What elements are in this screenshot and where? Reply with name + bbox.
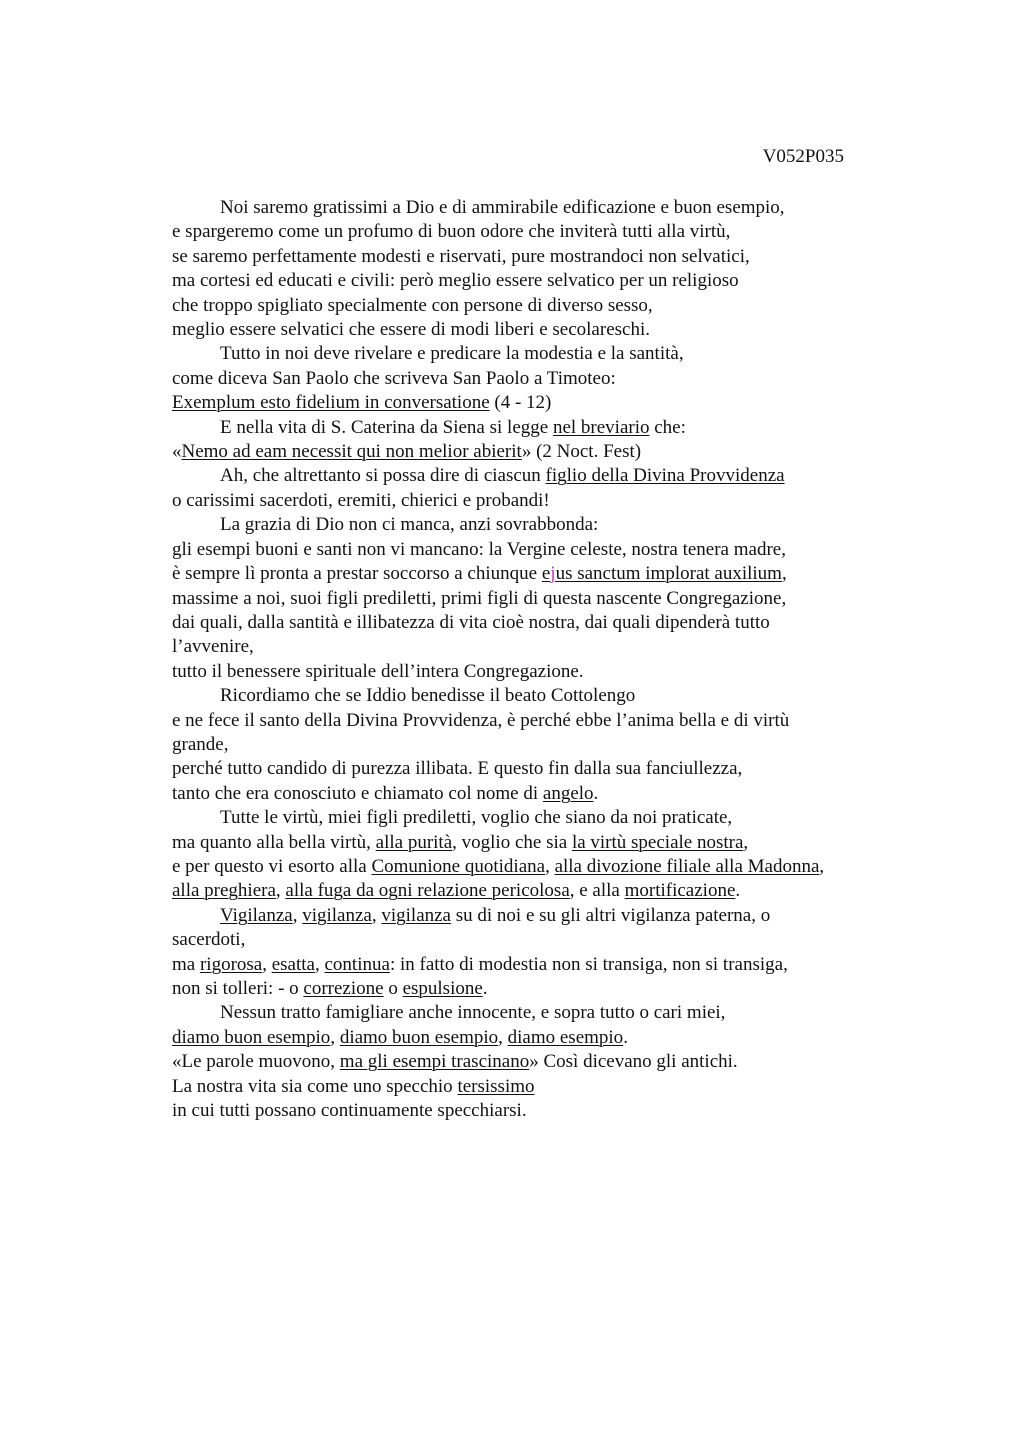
text-line — [172, 806, 892, 830]
text-segment: , — [819, 855, 825, 877]
text-segment: , — [330, 1026, 340, 1048]
underlined-text: angelo — [542, 782, 594, 804]
text-segment: » (2 Noct. Fest) — [521, 441, 642, 463]
underlined-text: j — [550, 563, 556, 585]
text-segment: , — [498, 1026, 508, 1048]
text-segment: non si tolleri: - o — [172, 978, 304, 999]
underlined-text: alla divozione filiale alla Madonna — [554, 855, 820, 877]
text-line — [172, 220, 892, 244]
text-segment: tutto il benessere spirituale dell’intera Congregazione. — [172, 660, 584, 682]
underlined-text: vigilanza — [381, 904, 451, 926]
text-segment: , voglio che sia — [452, 831, 572, 853]
text-segment: come diceva San Paolo che scriveva San Paolo a Timoteo: — [172, 367, 616, 389]
text-segment: « — [172, 441, 182, 463]
text-segment: è sempre lì pronta a prestar soccorso a chiunque — [172, 563, 542, 585]
text-segment: dai quali, dalla santità e illibatezza di vita cioè nostra, dai quali dipenderà tutto — [172, 611, 770, 633]
text-line — [172, 269, 892, 293]
underlined-text: alla fuga da ogni relazione pericolosa — [285, 880, 570, 902]
text-line — [172, 1075, 892, 1099]
text-line — [172, 611, 892, 635]
text-segment: che troppo spigliato specialmente con persone di diverso sesso, — [172, 294, 653, 316]
text-segment: , — [781, 563, 787, 585]
underlined-text: espulsione — [402, 978, 483, 999]
text-segment: E nella vita di S. Caterina da Siena si legge — [220, 416, 553, 438]
text-segment: Tutte le virtù, miei figli prediletti, voglio che siano da noi praticate, — [220, 807, 733, 829]
page-id: V052P035 — [762, 146, 844, 167]
text-segment: » Così dicevano gli antichi. — [529, 1051, 738, 1073]
underlined-text: nel breviario — [552, 416, 650, 438]
text-segment: Noi saremo gratissimi a Dio e di ammirabile edificazione e buon esempio, — [220, 197, 785, 218]
underlined-text: figlio della Divina Provvidenza — [545, 465, 785, 487]
text-segment: , — [371, 904, 382, 926]
underlined-text: vigilanza — [302, 904, 372, 926]
text-segment: che: — [649, 416, 686, 438]
text-line — [172, 562, 892, 586]
text-segment: . — [735, 880, 741, 902]
text-line — [172, 879, 892, 903]
text-line — [172, 855, 892, 879]
text-segment: . — [593, 782, 599, 804]
text-segment: , — [292, 904, 303, 926]
underlined-text: Nemo ad eam necessit qui non melior abierit — [181, 441, 522, 463]
text-segment: . — [623, 1026, 628, 1048]
text-line — [172, 1099, 892, 1123]
underlined-text: Comunione quotidiana — [371, 855, 546, 877]
underlined-text: correzione — [303, 978, 384, 999]
text-segment: : in fatto di modestia non si transiga, non si transiga, — [389, 953, 788, 975]
text-line — [172, 245, 892, 269]
text-segment: gli esempi buoni e santi non vi mancano: la Vergine celeste, nostra tenera madre, — [172, 538, 786, 560]
text-segment: meglio essere selvatici che essere di modi liberi e secolareschi. — [172, 319, 650, 341]
text-line — [172, 391, 892, 415]
text-segment: ma — [172, 953, 200, 975]
text-line — [172, 440, 892, 464]
underlined-text: diamo buon esempio — [172, 1026, 331, 1048]
text-line — [172, 464, 892, 488]
text-segment: , — [275, 880, 286, 902]
text-line — [172, 1026, 892, 1050]
underlined-text: esatta — [271, 953, 315, 975]
text-line — [172, 709, 892, 733]
text-segment: La nostra vita sia come uno specchio — [172, 1075, 458, 1097]
text-line — [172, 635, 892, 659]
text-line — [172, 1001, 892, 1025]
underlined-text: mortificazione — [624, 880, 736, 902]
text-line — [172, 587, 892, 611]
text-line — [172, 294, 892, 318]
text-line — [172, 928, 892, 952]
text-line — [172, 757, 892, 781]
underlined-text: alla preghiera — [172, 880, 276, 902]
text-line — [172, 733, 892, 757]
text-segment: «Le parole muovono, — [172, 1051, 340, 1073]
text-segment: , — [315, 953, 325, 975]
text-segment: sacerdoti, — [172, 929, 246, 951]
underlined-text: Exemplum esto fidelium in conversatione — [172, 392, 490, 414]
text-segment: su di noi e su gli altri vigilanza paterna, o — [451, 904, 771, 926]
text-segment: Ricordiamo che se Iddio benedisse il beato Cottolengo — [220, 685, 636, 707]
text-line — [172, 660, 892, 684]
text-segment: ma cortesi ed educati e civili: però meglio essere selvatico per un religioso — [172, 270, 739, 292]
text-segment: La grazia di Dio non ci manca, anzi sovrabbonda: — [220, 514, 599, 536]
text-line — [172, 513, 892, 537]
text-segment: ma quanto alla bella virtù, — [172, 831, 376, 853]
text-segment: e spargeremo come un profumo di buon odore che inviterà tutti alla virtù, — [172, 221, 731, 243]
text-segment: se saremo perfettamente modesti e riservati, pure mostrandoci non selvatici, — [172, 245, 750, 267]
text-segment: , e alla — [569, 880, 625, 902]
underlined-text: Vigilanza — [220, 904, 293, 926]
text-segment: Tutto in noi deve rivelare e predicare la modestia e la santità, — [220, 343, 684, 365]
text-line — [172, 489, 892, 513]
text-segment: o carissimi sacerdoti, eremiti, chierici e probandi! — [172, 489, 550, 511]
underlined-text: alla purità — [375, 831, 453, 853]
text-segment: (4 - 12) — [489, 392, 552, 414]
text-segment: Nessun tratto famigliare anche innocente, e sopra tutto o cari miei, — [220, 1002, 726, 1024]
text-segment: Ah, che altrettanto si possa dire di ciascun — [220, 465, 546, 487]
text-line — [172, 416, 892, 440]
text-segment: massime a noi, suoi figli prediletti, primi figli di questa nascente Congregazione, — [172, 587, 787, 609]
text-line — [172, 977, 892, 1001]
text-segment: grande, — [172, 733, 229, 755]
underlined-text: e — [541, 563, 551, 585]
text-segment: , — [743, 831, 749, 853]
text-segment: , — [545, 855, 555, 877]
underlined-text: la virtù speciale nostra — [571, 831, 744, 853]
text-segment: e per questo vi esorto alla — [172, 855, 372, 877]
text-segment: l’avvenire, — [172, 636, 254, 658]
underlined-text: rigorosa — [199, 953, 263, 975]
underlined-text: continua — [324, 953, 390, 975]
text-line — [172, 342, 892, 366]
text-segment: perché tutto candido di purezza illibata. E questo fin dalla sua fanciullezza, — [172, 758, 743, 780]
text-line — [172, 904, 892, 928]
text-line — [172, 196, 892, 220]
underlined-text: diamo buon esempio — [339, 1026, 499, 1048]
text-segment: o — [383, 978, 403, 999]
text-segment: . — [482, 978, 488, 999]
underlined-text: tersissimo — [457, 1075, 535, 1097]
text-line — [172, 538, 892, 562]
text-line — [172, 1050, 892, 1074]
underlined-text: us sanctum implorat auxilium — [555, 563, 782, 585]
text-line — [172, 953, 892, 977]
text-line — [172, 782, 892, 806]
underlined-text: ma gli esempi trascinano — [339, 1051, 530, 1073]
text-line — [172, 684, 892, 708]
text-segment: tanto che era conosciuto e chiamato col nome di — [172, 782, 543, 804]
text-segment: in cui tutti possano continuamente specchiarsi. — [172, 1100, 527, 1122]
text-segment: , — [262, 953, 272, 975]
text-segment: e ne fece il santo della Divina Provvidenza, è perché ebbe l’anima bella e di virtù — [172, 709, 790, 731]
text-line — [172, 367, 892, 391]
text-line — [172, 831, 892, 855]
document-body — [172, 196, 892, 1123]
underlined-text: diamo esempio — [507, 1026, 624, 1048]
text-line — [172, 318, 892, 342]
